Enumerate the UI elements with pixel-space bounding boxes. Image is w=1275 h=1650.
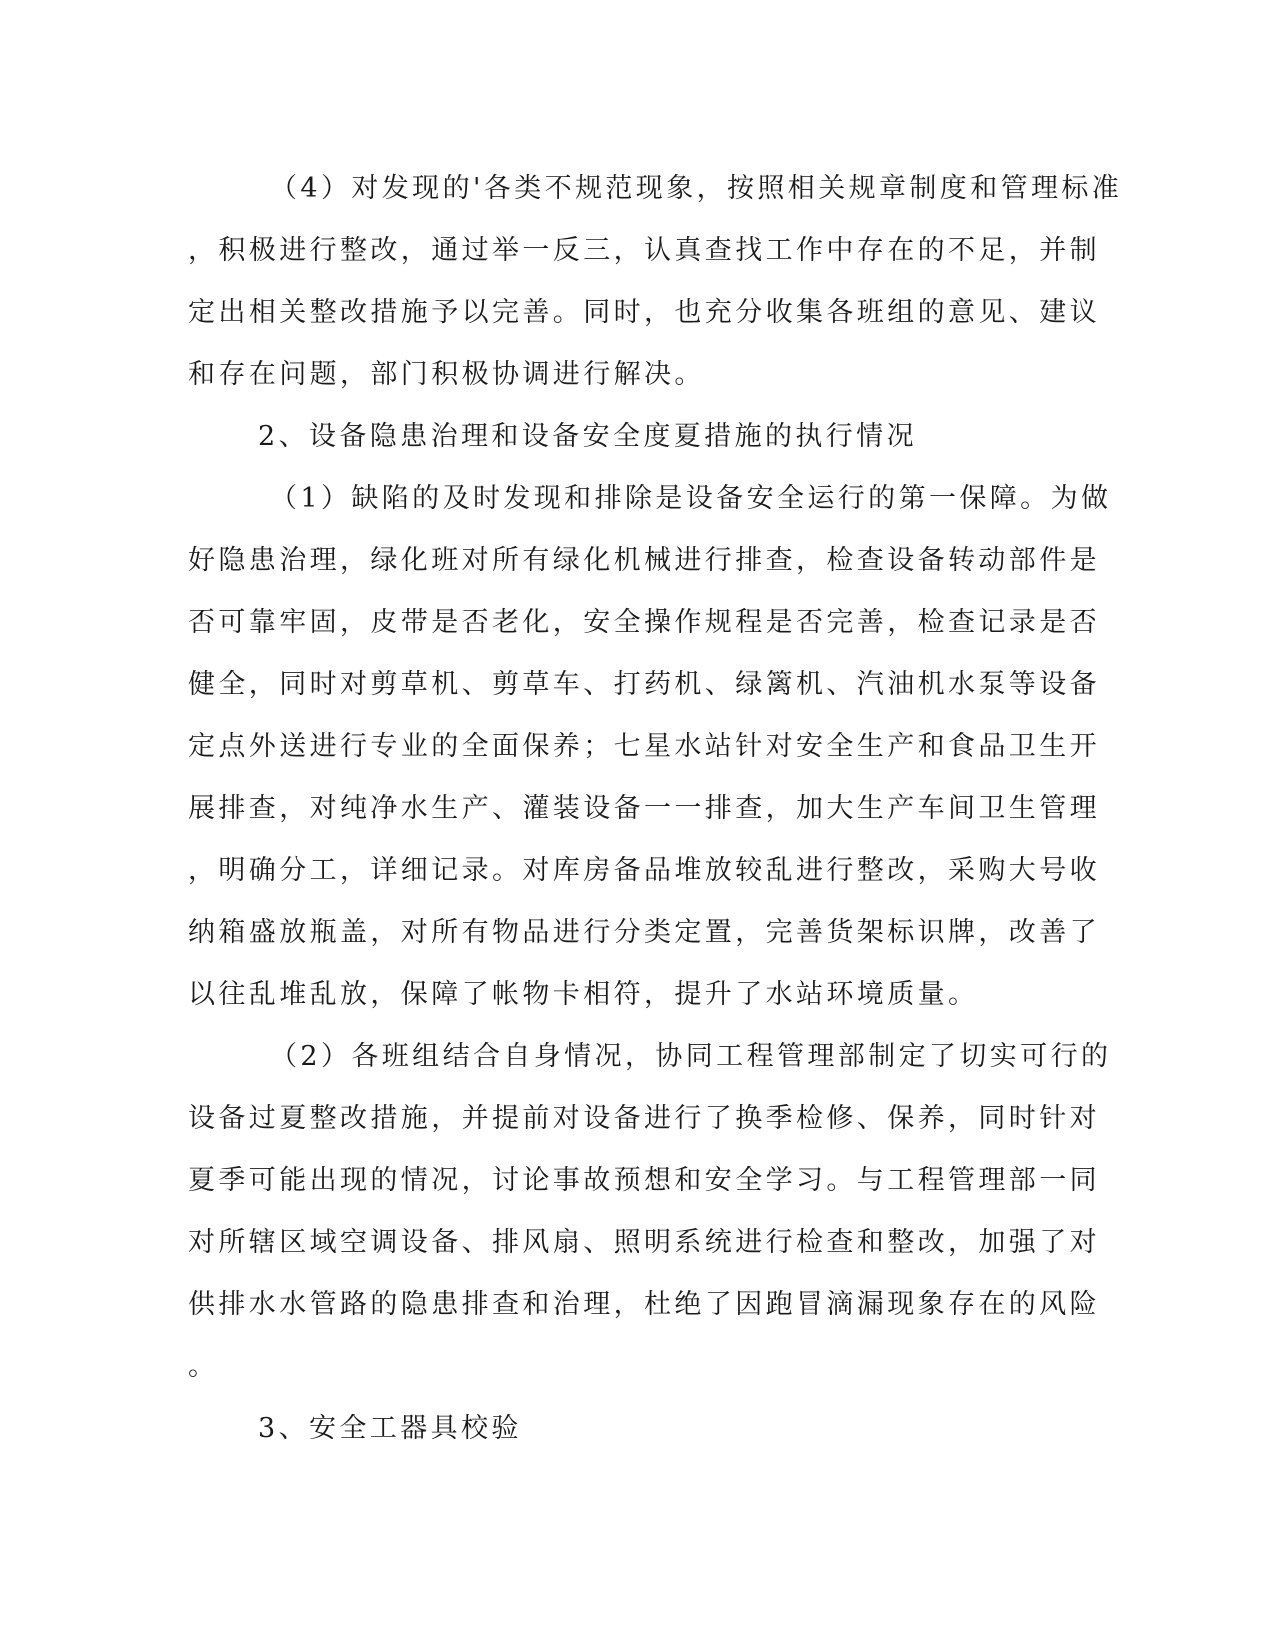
text-line: 定点外送进行专业的全面保养；七星水站针对安全生产和食品卫生开 (188, 731, 1100, 762)
text-line: 设备过夏整改措施，并提前对设备进行了换季检修、保养，同时针对 (188, 1103, 1100, 1134)
paragraph-item-4 (188, 158, 1123, 406)
text-line: 以往乱堆乱放，保障了帐物卡相符，提升了水站环境质量。 (188, 979, 979, 1010)
text-line: （2）各班组结合自身情况，协同工程管理部制定了切实可行的 (270, 1041, 1112, 1072)
paragraph-item-1 (188, 468, 1112, 1026)
section-heading-2: 2、设备隐患治理和设备安全度夏措施的执行情况 (258, 421, 917, 452)
paragraph-item-2 (188, 1026, 1112, 1398)
text-line: 供排水水管路的隐患排查和治理，杜绝了因跑冒滴漏现象存在的风险 (188, 1289, 1100, 1320)
text-line: 和存在问题，部门积极协调进行解决。 (188, 359, 705, 390)
text-line: （4）对发现的'各类不规范现象，按照相关规章制度和管理标准 (270, 173, 1123, 204)
text-line: （1）缺陷的及时发现和排除是设备安全运行的第一保障。为做 (270, 483, 1112, 514)
text-line: 健全，同时对剪草机、剪草车、打药机、绿篱机、汽油机水泵等设备 (188, 669, 1100, 700)
text-line: ，明确分工，详细记录。对库房备品堆放较乱进行整改，采购大号收 (188, 855, 1100, 886)
section-heading-3: 3、安全工器具校验 (258, 1413, 522, 1444)
text-line: ，积极进行整改，通过举一反三，认真查找工作中存在的不足，并制 (188, 235, 1100, 266)
text-line: 。 (188, 1351, 219, 1382)
text-line: 展排查，对纯净水生产、灌装设备一一排查，加大生产车间卫生管理 (188, 793, 1100, 824)
text-line: 好隐患治理，绿化班对所有绿化机械进行排查，检查设备转动部件是 (188, 545, 1100, 576)
text-line: 对所辖区域空调设备、排风扇、照明系统进行检查和整改，加强了对 (188, 1227, 1100, 1258)
text-line: 夏季可能出现的情况，讨论事故预想和安全学习。与工程管理部一同 (188, 1165, 1100, 1196)
text-line: 定出相关整改措施予以完善。同时，也充分收集各班组的意见、建议 (188, 297, 1100, 328)
text-line: 纳箱盛放瓶盖，对所有物品进行分类定置，完善货架标识牌，改善了 (188, 917, 1100, 948)
text-line: 否可靠牢固，皮带是否老化，安全操作规程是否完善，检查记录是否 (188, 607, 1100, 638)
document-body (188, 158, 1123, 1460)
